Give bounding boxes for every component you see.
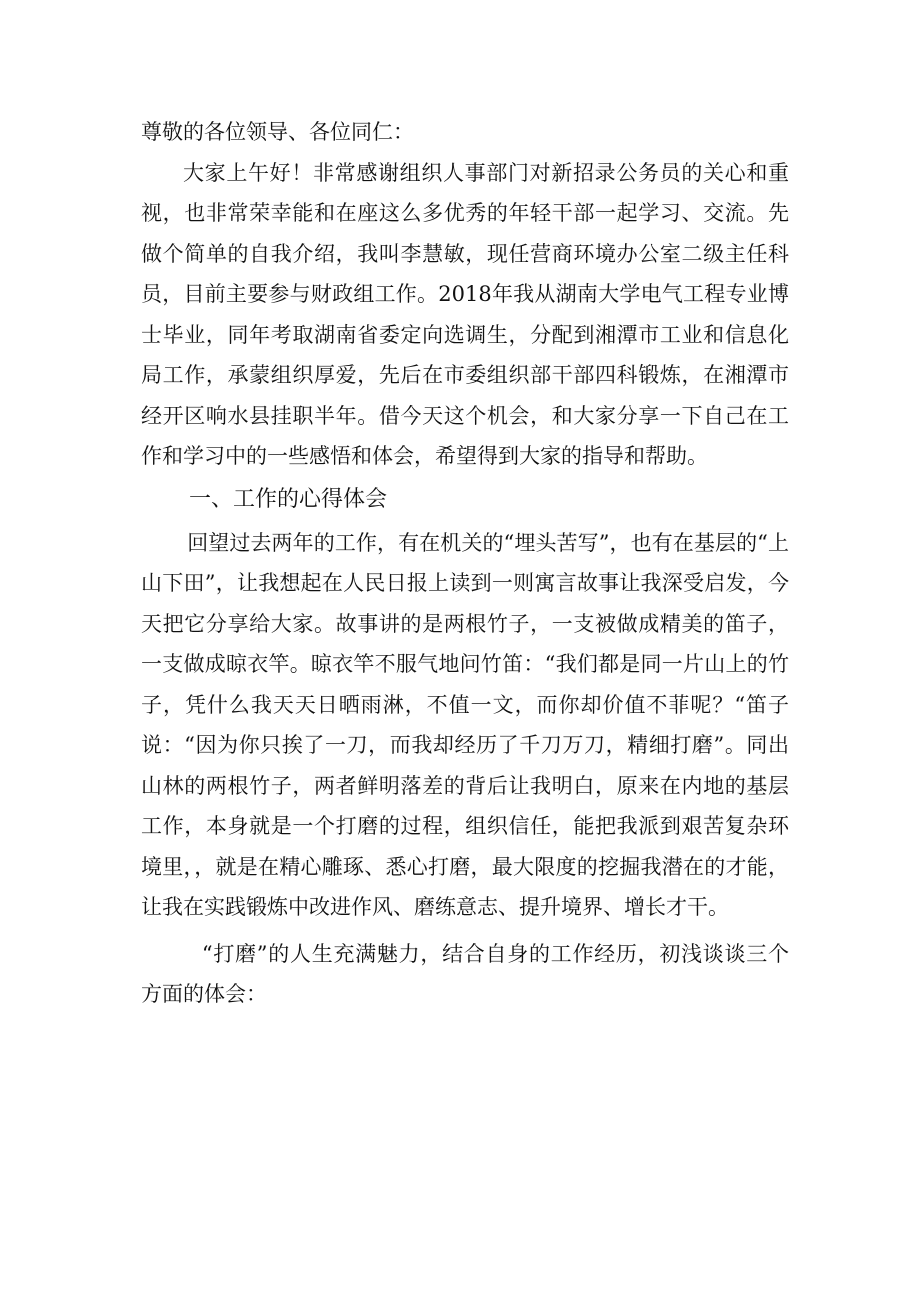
section-heading: 一、工作的心得体会 (189, 486, 388, 512)
story-paragraph: 回望过去两年的工作，有在机关的“埋头苦写”，也有在基层的“上山下田”，让我想起在人民日报上读到一则寓言故事让我深受启发，今天把它分享给大家。故事讲的是两根竹子，一支被做成精美的笛子，一支做成晾衣竿。晾衣竿不服气地问竹笛：“我们都是同一片山上的竹子，凭什么我天天日晒雨淋，不值一文，而你却价值不菲呢？“笛子说：“因为你只挨了一刀，而我却经历了千刀万刀，精细打磨”。同出山林的两根竹子，两者鲜明落差的背后让我明白，原来在内地的基层工作，本身就是一个打磨的过程，组织信任，能把我派到艰苦复杂环境里，，就是在精心雕琢、悉心打磨，最大限度的挖掘我潜在的才能，让我在实践锻炼中改进作风、磨练意志、提升境界、增长才干。 (141, 530, 789, 919)
intro-paragraph: 大家上午好！非常感谢组织人事部门对新招录公务员的关心和重视，也非常荣幸能和在座这么多优秀的年轻干部一起学习、交流。先做个简单的自我介绍，我叫李慧敏，现任营商环境办公室二级主任科员，目前主要参与财政组工作。2018年我从湖南大学电气工程专业博士毕业，同年考取湖南省委定向选调生，分配到湘潭市工业和信息化局工作，承蒙组织厚爱，先后在市委组织部干部四科锻炼，在湘潭市经开区响水县挂职半年。借今天这个机会，和大家分享一下自己在工作和学习中的一些感悟和体会，希望得到大家的指导和帮助。 (141, 160, 789, 468)
document-body (141, 112, 789, 1015)
closing-paragraph: “打磨”的人生充满魅力，结合自身的工作经历，初浅谈谈三个方面的体会： (141, 941, 789, 1006)
salutation: 尊敬的各位领导、各位同仁： (141, 120, 414, 144)
